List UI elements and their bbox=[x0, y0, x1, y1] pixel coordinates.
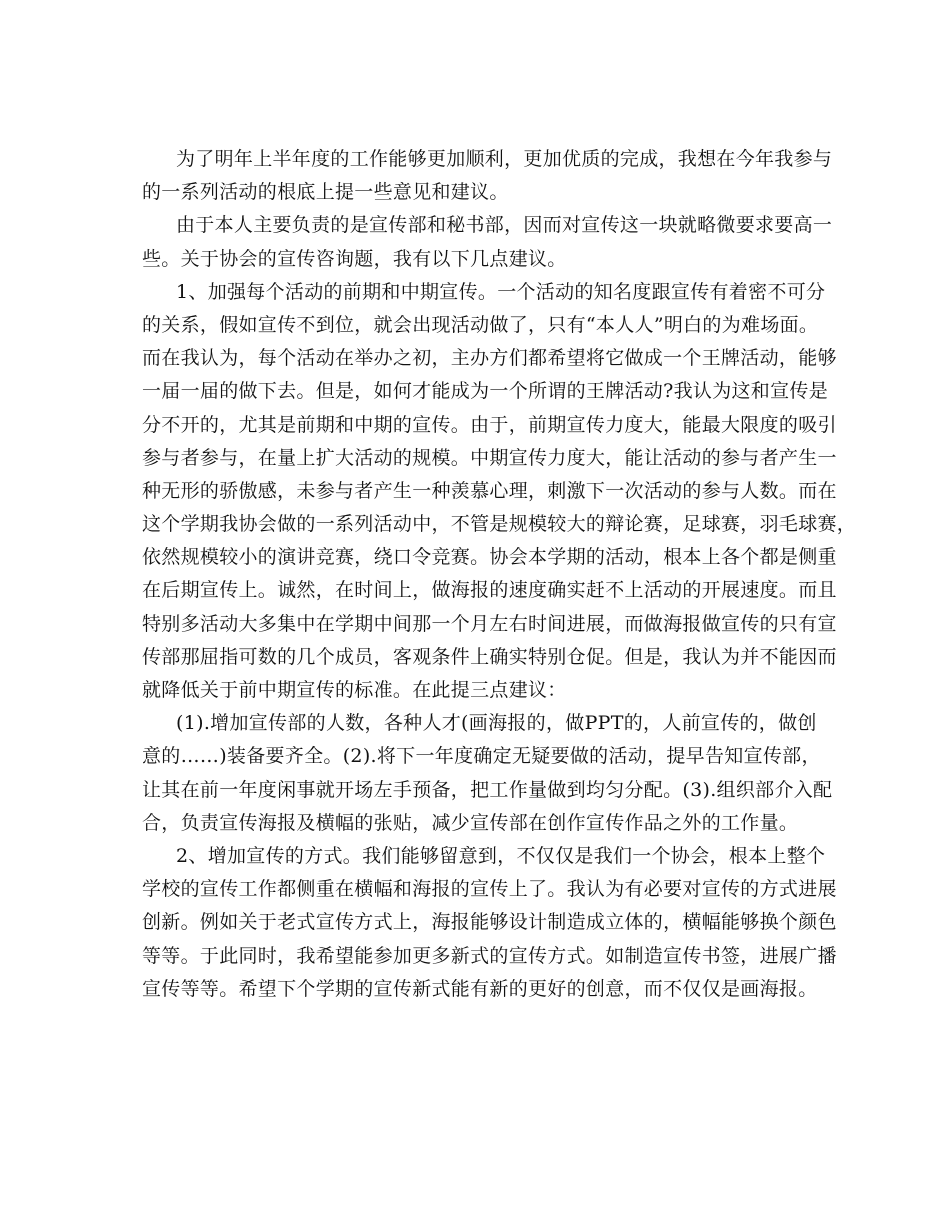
text-line: 依然规模较小的演讲竞赛，绕口令竞赛。协会本学期的活动，根本上各个都是侧重 bbox=[142, 546, 837, 569]
text-line: 2、增加宣传的方式。我们能够留意到，不仅仅是我们一个协会，根本上整个 bbox=[176, 844, 826, 867]
text-line: 合，负责宣传海报及横幅的张贴，减少宣传部在创作宣传作品之外的工作量。 bbox=[142, 811, 799, 834]
text-line: 创新。例如关于老式宣传方式上，海报能够设计制造成立体的，横幅能够换个颜色 bbox=[142, 911, 837, 934]
text-line: 的一系列活动的根底上提一些意见和建议。 bbox=[142, 181, 509, 204]
text-line: 等等。于此同时，我希望能参加更多新式的宣传方式。如制造宣传书签，进展广播 bbox=[142, 944, 837, 967]
text-line: 宣传等等。希望下个学期的宣传新式能有新的更好的创意，而不仅仅是画海报。 bbox=[142, 977, 818, 1000]
text-line: 特别多活动大多集中在学期中间那一个月左右时间进展，而做海报做宣传的只有宣 bbox=[142, 612, 837, 635]
text-line: 在后期宣传上。诚然，在时间上，做海报的速度确实赶不上活动的开展速度。而且 bbox=[142, 579, 837, 602]
text-line: 而在我认为，每个活动在举办之初，主办方们都希望将它做成一个王牌活动，能够 bbox=[142, 347, 837, 370]
text-line: 1、加强每个活动的前期和中期宣传。一个活动的知名度跟宣传有着密不可分 bbox=[176, 280, 826, 303]
text-line: 学校的宣传工作都侧重在横幅和海报的宣传上了。我认为有必要对宣传的方式进展 bbox=[142, 878, 837, 901]
text-line: 分不开的，尤其是前期和中期的宣传。由于，前期宣传力度大，能最大限度的吸引 bbox=[142, 413, 837, 436]
text-line: 些。关于协会的宣传咨询题，我有以下几点建议。 bbox=[142, 247, 567, 270]
text-line: 一届一届的做下去。但是，如何才能成为一个所谓的王牌活动?我认为这和宣传是 bbox=[142, 380, 828, 403]
text-line: 种无形的骄傲感，未参与者产生一种羡慕心理，刺激下一次活动的参与人数。而在 bbox=[142, 479, 837, 502]
text-line: 由于本人主要负责的是宣传部和秘书部，因而对宣传这一块就略微要求要高一 bbox=[176, 214, 833, 237]
text-line: 意的……)装备要齐全。(2).将下一年度确定无疑要做的活动，提早告知宣传部， bbox=[142, 745, 821, 768]
text-line: 为了明年上半年度的工作能够更加顺利，更加优质的完成，我想在今年我参与 bbox=[176, 148, 833, 170]
text-line: 就降低关于前中期宣传的标准。在此提三点建议： bbox=[142, 679, 567, 701]
text-line: 传部那屈指可数的几个成员，客观条件上确实特别仓促。但是，我认为并不能因而 bbox=[142, 645, 837, 668]
document-body bbox=[142, 143, 857, 1006]
text-line: 的关系，假如宣传不到位，就会出现活动做了，只有“本人人”明白的为难场面。 bbox=[142, 313, 819, 336]
text-line: 参与者参与，在量上扩大活动的规模。中期宣传力度大，能让活动的参与者产生一 bbox=[142, 446, 837, 469]
text-line: (1).增加宣传部的人数，各种人才(画海报的，做PPT的，人前宣传的，做创 bbox=[176, 712, 817, 735]
text-line: 让其在前一年度闲事就开场左手预备，把工作量做到均匀分配。(3).组织部介入配 bbox=[142, 778, 833, 801]
text-line: 这个学期我协会做的一系列活动中，不管是规模较大的辩论赛，足球赛，羽毛球赛， bbox=[142, 513, 857, 536]
